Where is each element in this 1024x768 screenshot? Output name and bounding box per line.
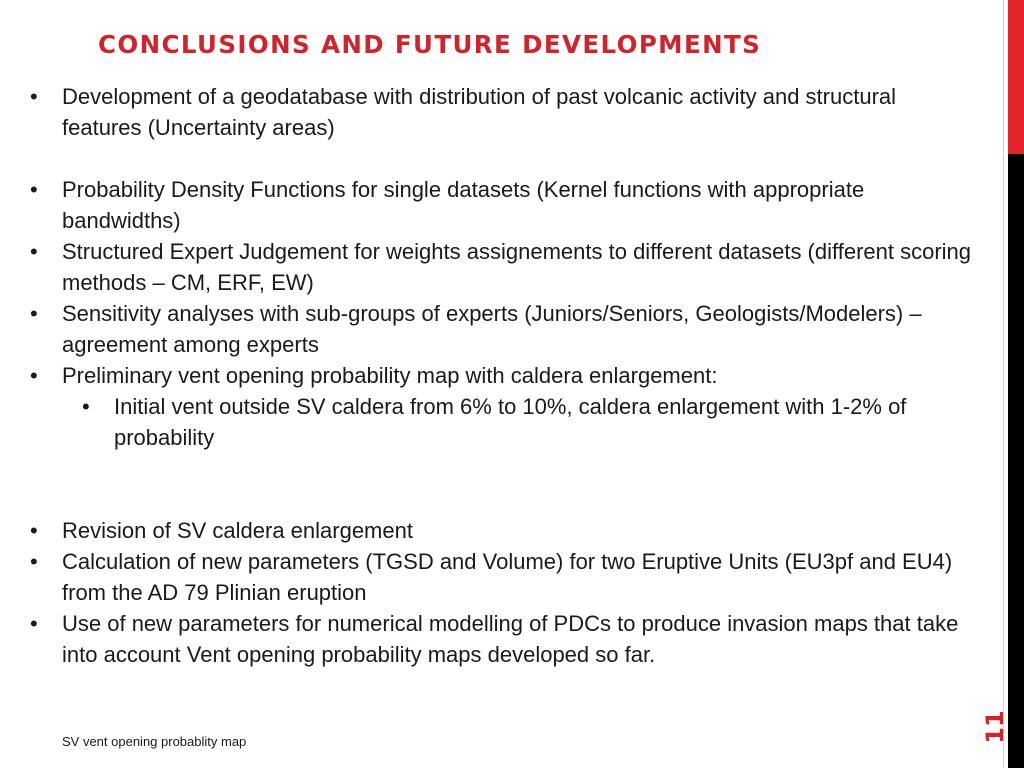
side-accent-bar-black (1008, 154, 1024, 768)
bullet-list (0, 81, 1000, 670)
bullet-marker: • (30, 84, 38, 109)
bullet-marker: • (30, 301, 38, 326)
list-item (0, 81, 1000, 143)
side-accent-bar-red (1008, 0, 1024, 154)
bullet-marker: • (30, 239, 38, 264)
list-item (0, 360, 1000, 391)
list-item (0, 298, 1000, 360)
bullet-text: Sensitivity analyses with sub-groups of experts (Juniors/Seniors, Geologists/Modelers) – agreement among experts (62, 301, 922, 357)
bullet-marker: • (30, 363, 38, 388)
bullet-text: Probability Density Functions for single datasets (Kernel functions with appropriate bandwidths) (62, 177, 865, 233)
bullet-marker: • (30, 177, 38, 202)
list-item (0, 515, 1000, 546)
bullet-marker: • (30, 549, 38, 574)
bullet-text: Structured Expert Judgement for weights assignements to different datasets (different scoring methods – CM, ERF, EW) (62, 239, 972, 295)
bullet-marker: • (82, 394, 90, 419)
sub-list-item (0, 391, 1000, 453)
bullet-text: Calculation of new parameters (TGSD and Volume) for two Eruptive Units (EU3pf and EU4) from the AD 79 Plinian eruption (62, 549, 953, 605)
bullet-marker: • (30, 611, 38, 636)
page-number: 11 (981, 710, 1009, 744)
bullet-marker: • (30, 518, 38, 543)
bullet-text: Revision of SV caldera enlargement (62, 518, 413, 543)
list-item (0, 546, 1000, 608)
bullet-text: Initial vent outside SV caldera from 6% to 10%, caldera enlargement with 1-2% of probability (114, 394, 907, 450)
bullet-text: Use of new parameters for numerical modelling of PDCs to produce invasion maps that take into account Vent opening probability maps developed so far. (62, 611, 959, 667)
footer-caption: SV vent opening probablity map (62, 734, 247, 749)
list-item (0, 608, 1000, 670)
slide-title: CONCLUSIONS AND FUTURE DEVELOPMENTS (98, 30, 762, 59)
side-divider-line (1003, 0, 1004, 768)
list-item (0, 174, 1000, 236)
list-item (0, 236, 1000, 298)
bullet-text: Development of a geodatabase with distribution of past volcanic activity and structural features (Uncertainty areas) (62, 84, 897, 140)
bullet-text: Preliminary vent opening probability map with caldera enlargement: (62, 363, 718, 388)
